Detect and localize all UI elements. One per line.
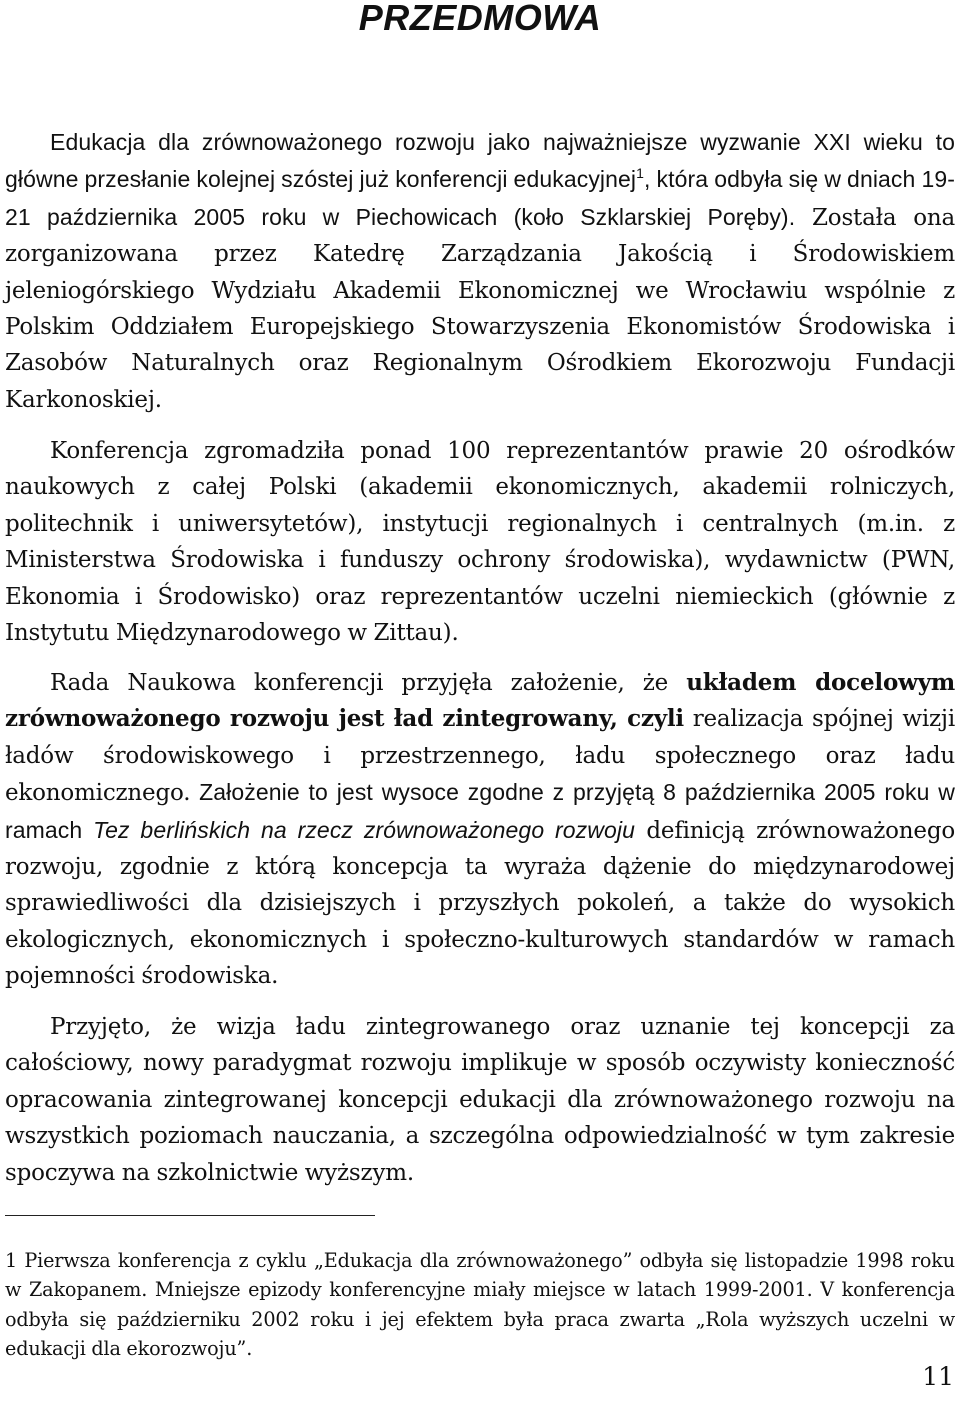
paragraph-3-text: Rada Naukowa konferencji przyjęła założenie, że — [50, 670, 687, 696]
footnote-text: Pierwsza konferencja z cyklu „Edukacja dla zrównoważonego” odbyła się listopadzie 1998 roku w Zakopanem. Mniejsze epizody konferencyjne miały miejsce w latach 1999-2001. V konferencja odbyła się październiku 2002 roku i jej efektem była praca zwarta „Rola wyższych uczelni w edukacji dla ekorozwoju”. — [5, 1249, 955, 1361]
page-number: 11 — [922, 1362, 954, 1391]
paragraph-3-italic-title: Tez berlińskich na rzecz zrównoważonego rozwoju — [93, 816, 635, 843]
paragraph-3-text-end: definicją zrównoważonego rozwoju, zgodnie z którą koncepcja ta wyraża dążenie do międzynarodowej sprawiedliwości dla dzisiejszych i przyszłych pokoleń, a także do wysokich ekologicznych, ekonomicznych i społeczno-kulturowych standardów w ramach pojemności środowiska. — [5, 817, 955, 990]
footnote-number: 1 — [5, 1249, 18, 1272]
paragraph-2-text: Konferencja zgromadziła ponad 100 reprezentantów prawie 20 ośrodków naukowych z całej Polski (akademii ekonomicznych, akademii rolniczych, politechnik i uniwersytetów), instytucji regionalnych i centralnych (m.in. z Ministerstwa Środowiska i funduszy ochrony środowiska), wydawnictw (PWN, Ekonomia i Środowisko) oraz reprezentantów uczelni niemieckich (głównie z Instytutu Międzynarodowego w Zittau). — [5, 438, 955, 647]
footnote-reference: 1 — [636, 165, 645, 182]
paragraph-1-sans-text: Edukacja dla zrównoważonego rozwoju jako najważniejsze wyzwanie XXI wieku to główne przesłanie kolejnej szóstej już konferencji edukacyjnej — [5, 129, 955, 193]
footnote-divider — [5, 1215, 375, 1216]
paragraph-2 — [5, 433, 955, 651]
footnote — [5, 1246, 955, 1364]
paragraph-1-sans-text-cont: , która odbyła się w dniach 19-21 października 2005 roku w Piechowicach (koło Szklarskiej Poręby). — [5, 166, 955, 230]
paragraph-4-text: Przyjęto, że wizja ładu zintegrowanego oraz uznanie tej koncepcji za całościowy, nowy paradygmat rozwoju implikuje w sposób oczywisty konieczność opracowania zintegrowanej koncepcji edukacji dla zrównoważonego rozwoju na wszystkich poziomach nauczania, a szczególna odpowiedzialność w tym zakresie spoczywa na szkolnictwie wyższym. — [5, 1014, 955, 1186]
paragraph-3 — [5, 665, 955, 995]
paragraph-1-serif-text: Została ona zorganizowana przez Katedrę Zarządzania Jakością i Środowiskiem jeleniogórskiego Wydziału Akademii Ekonomicznej we Wrocławiu wspólnie z Polskim Oddziałem Europejskiego Stowarzyszenia Ekonomistów Środowiska i Zasobów Naturalnych oraz Regionalnym Ośrodkiem Ekorozwoju Fundacji Karkonoskiej. — [5, 204, 955, 413]
paragraph-3-sans-text: Założenie to jest wysoce zgodne z przyjętą 8 października 2005 roku w ramach — [5, 779, 955, 843]
paragraph-4 — [5, 1009, 955, 1191]
paragraph-1 — [5, 124, 955, 418]
paragraph-3-text-cont: realizacja spójnej wizji ładów środowiskowego i przestrzennego, ładu społecznego oraz ładu ekonomicznego. — [5, 706, 956, 807]
page-title: PRZEDMOWA — [358, 0, 602, 38]
paragraph-3-bold-text: układem docelowym zrównoważonego rozwoju jest ład zintegrowany, czyli — [5, 669, 955, 733]
